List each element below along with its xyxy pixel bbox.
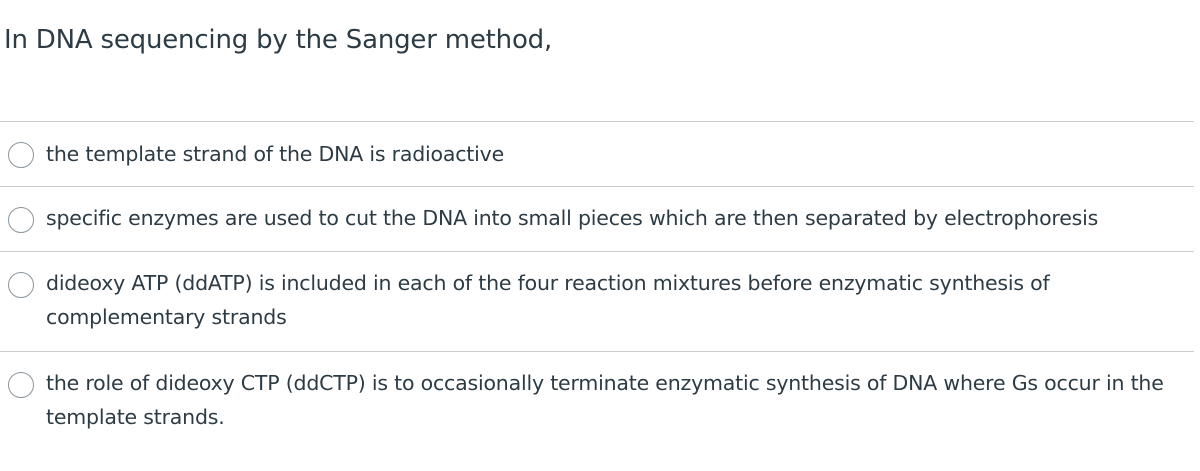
- answer-option-3[interactable]: [0, 251, 1194, 351]
- radio-button-4[interactable]: [8, 372, 34, 398]
- radio-button-3[interactable]: [8, 272, 34, 298]
- radio-button-2[interactable]: [8, 207, 34, 233]
- question-text: In DNA sequencing by the Sanger method,: [4, 25, 553, 55]
- answer-label-1[interactable]: the template strand of the DNA is radioactive: [46, 142, 504, 166]
- answer-option-2[interactable]: [0, 186, 1194, 251]
- answer-option-4[interactable]: [0, 351, 1194, 471]
- radio-button-1[interactable]: [8, 142, 34, 168]
- answer-option-1[interactable]: [0, 121, 1194, 186]
- answer-label-4[interactable]: the role of dideoxy CTP (ddCTP) is to occasionally terminate enzymatic synthesis of DNA where Gs occur in the template strands.: [46, 371, 1164, 429]
- answer-label-3[interactable]: dideoxy ATP (ddATP) is included in each of the four reaction mixtures before enzymatic synthesis of complementary strands: [46, 271, 1050, 329]
- answer-list: [0, 121, 1194, 471]
- answer-label-2[interactable]: specific enzymes are used to cut the DNA into small pieces which are then separated by electrophoresis: [46, 206, 1099, 230]
